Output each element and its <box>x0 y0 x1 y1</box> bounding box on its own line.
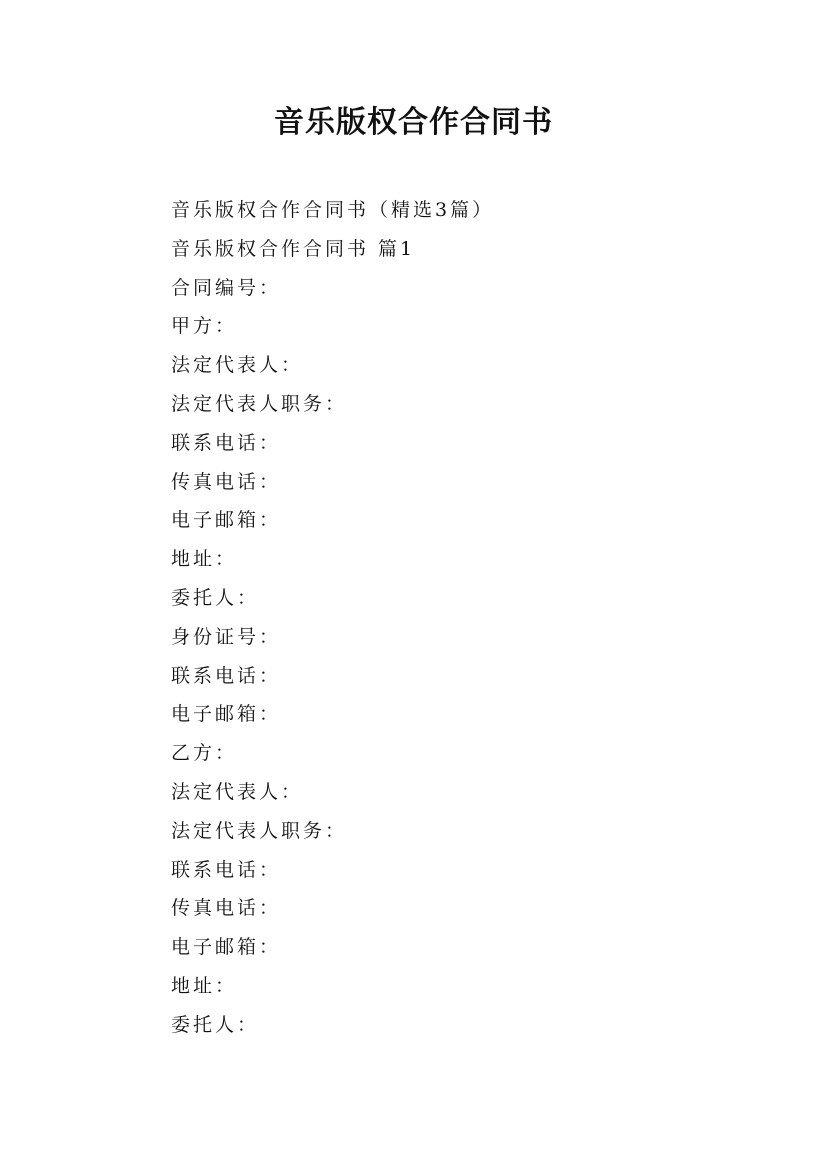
document-heading-line: 音乐版权合作合同书（精选3篇） <box>171 199 495 221</box>
party-a-agent-line: 委托人： <box>171 586 260 609</box>
party-b-email-line: 电子邮箱： <box>171 936 282 959</box>
party-b-address-line: 地址： <box>171 974 238 997</box>
document-body <box>171 194 731 1048</box>
party-a-legal-rep-line: 法定代表人： <box>171 354 304 377</box>
document-title: 音乐版权合作合同书 <box>274 105 553 140</box>
party-a-line: 甲方： <box>171 315 238 338</box>
party-a-fax-line: 传真电话： <box>171 470 282 493</box>
section-heading-line: 音乐版权合作合同书 篇1 <box>171 237 416 260</box>
party-a-agent-email-line: 电子邮箱： <box>171 703 282 726</box>
party-a-address-line: 地址： <box>171 548 238 571</box>
party-b-agent-line: 委托人： <box>171 1013 260 1036</box>
party-b-line: 乙方： <box>171 742 238 765</box>
party-a-id-number-line: 身份证号： <box>171 625 282 648</box>
party-b-legal-rep-line: 法定代表人： <box>171 780 304 803</box>
party-a-email-line: 电子邮箱： <box>171 509 282 532</box>
contract-number-line: 合同编号： <box>171 276 282 299</box>
party-a-phone-line: 联系电话： <box>171 431 282 454</box>
party-a-legal-rep-title-line: 法定代表人职务： <box>171 392 348 415</box>
party-b-phone-line: 联系电话： <box>171 858 282 881</box>
party-b-fax-line: 传真电话： <box>171 897 282 920</box>
party-a-agent-phone-line: 联系电话： <box>171 664 282 687</box>
party-b-legal-rep-title-line: 法定代表人职务： <box>171 819 348 842</box>
